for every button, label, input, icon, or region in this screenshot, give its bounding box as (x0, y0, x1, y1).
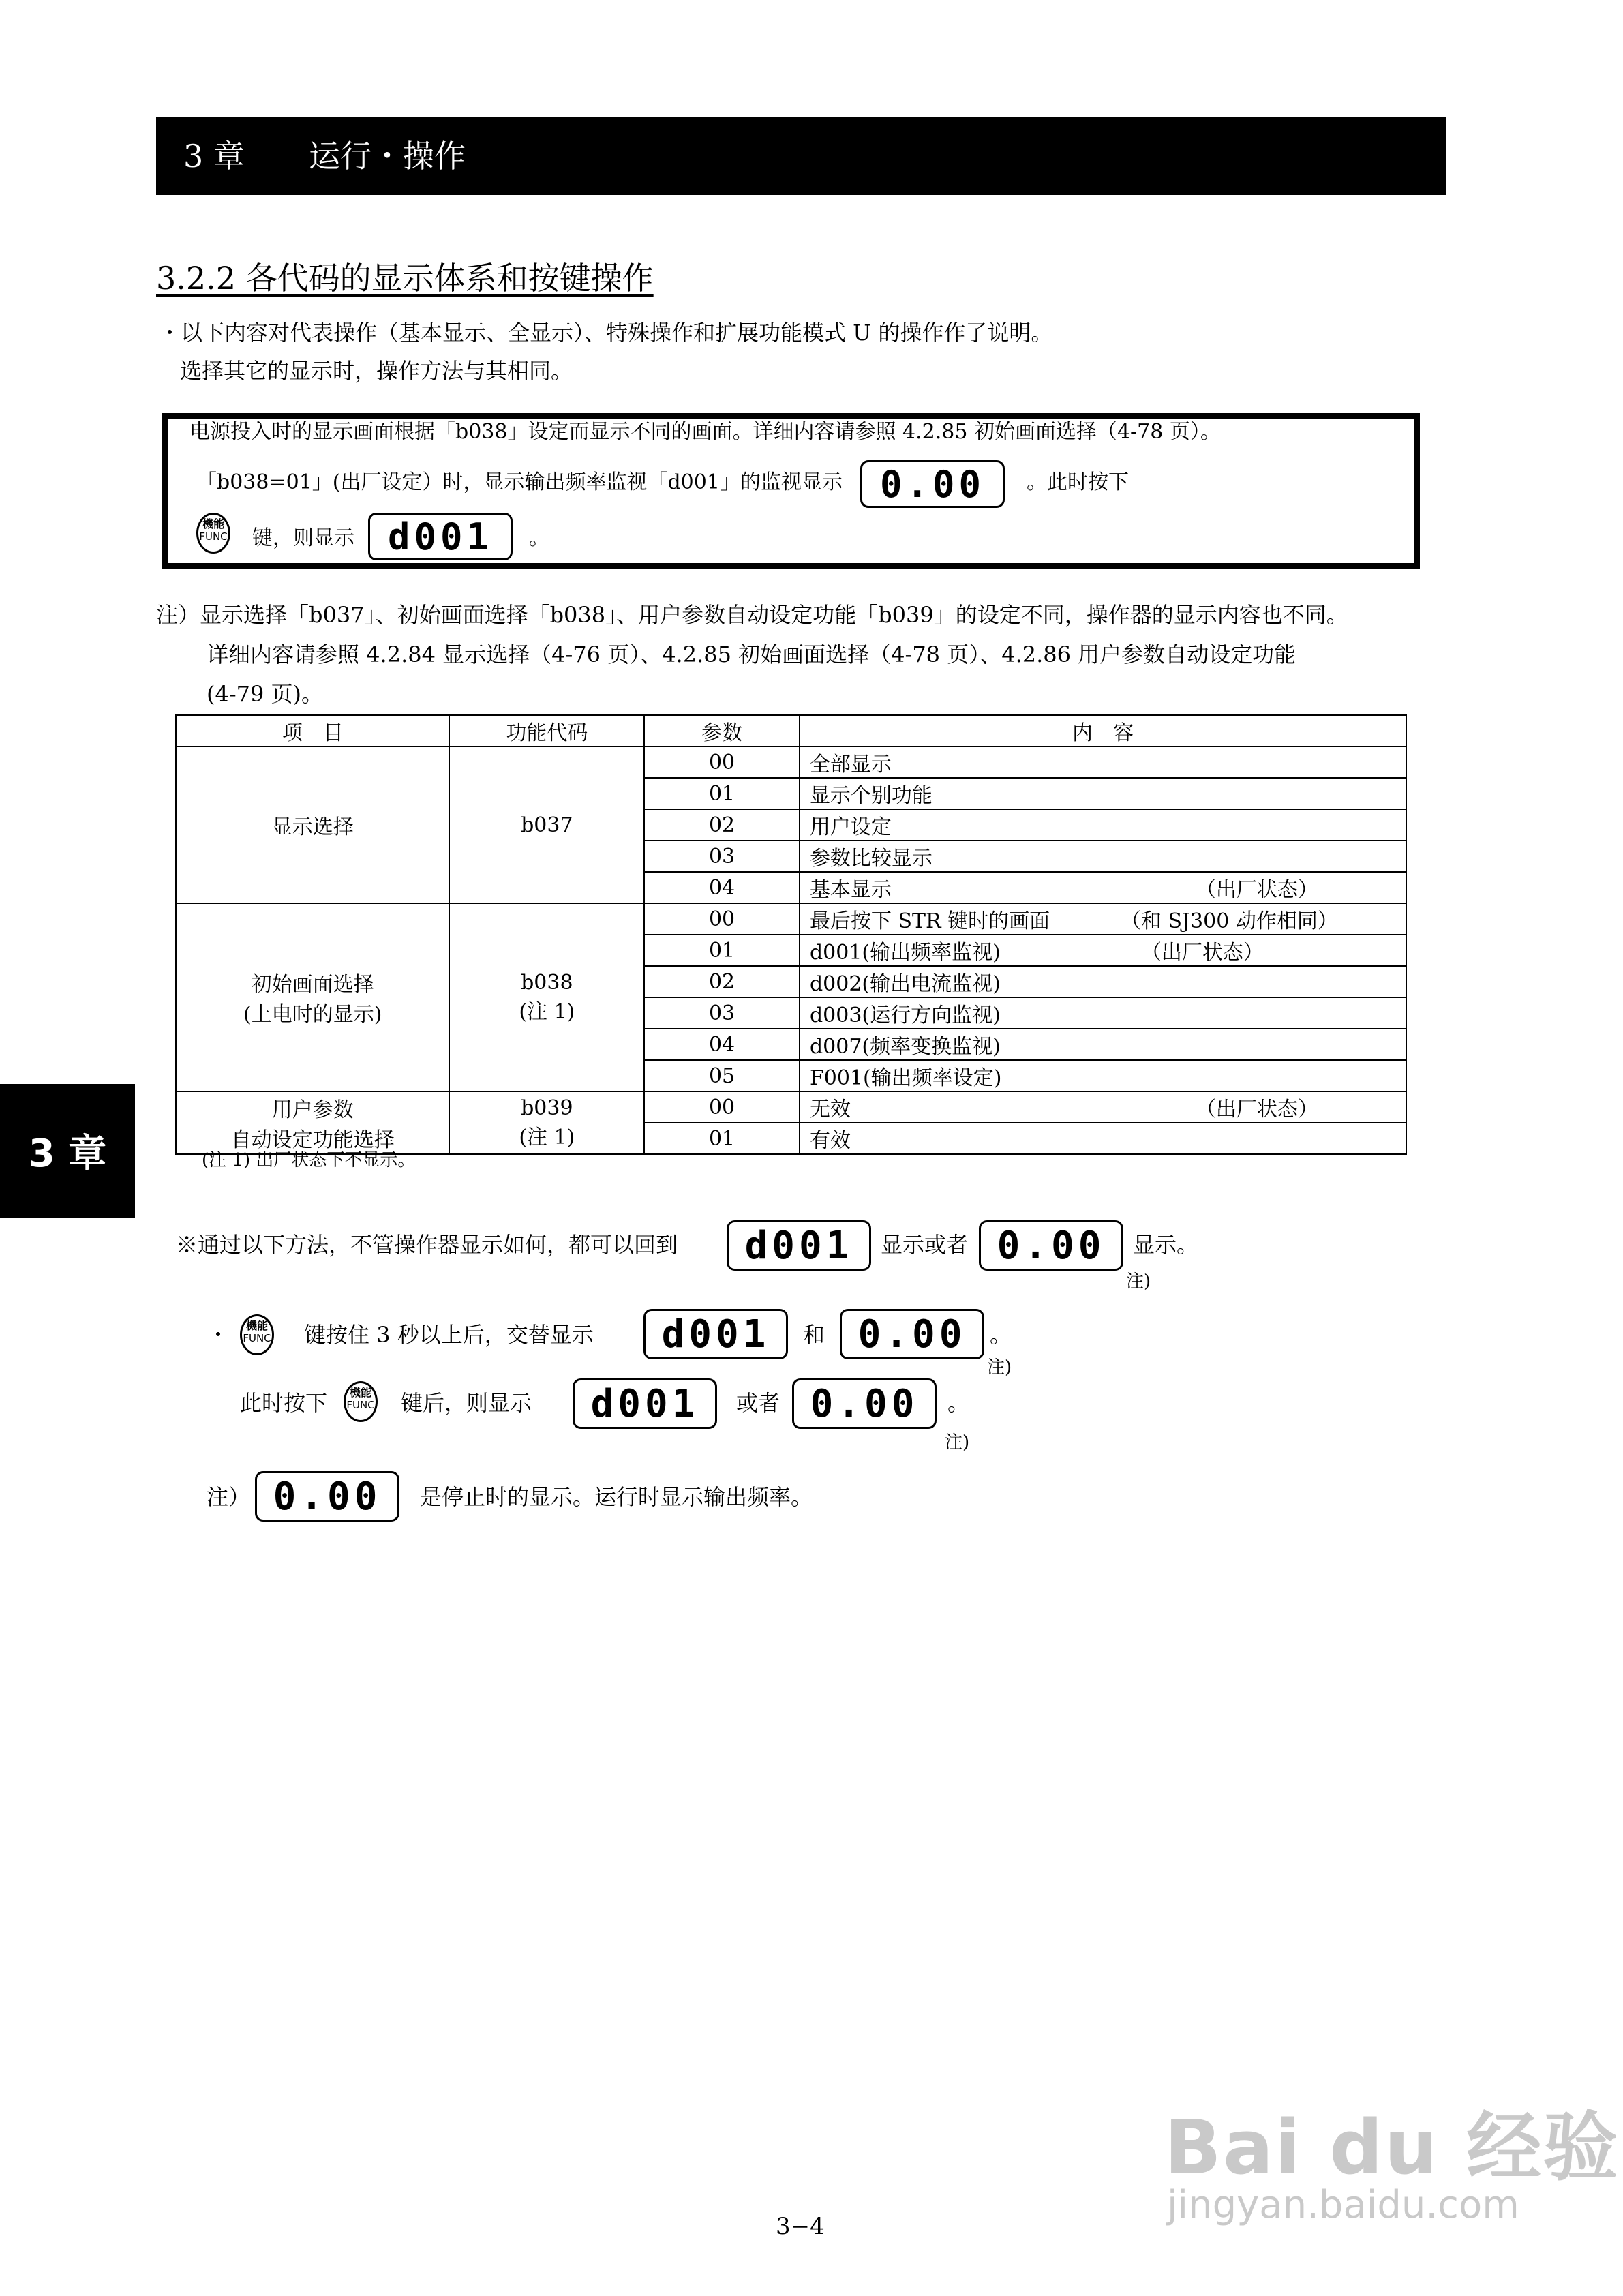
box-line-2-tail: 。此时按下 (1027, 470, 1129, 494)
table-cell-param: 00 (644, 1091, 800, 1123)
table-cell-content (800, 841, 1406, 872)
table-cell-code: b039 (注 1) (449, 1091, 644, 1154)
table-cell-param: 03 (644, 997, 800, 1029)
method-line-3-text: 键后，则显示 (401, 1390, 532, 1416)
table-cell-content (800, 903, 1406, 935)
table-cell-content (800, 1060, 1406, 1091)
lcd-display-d001: d001 (643, 1309, 788, 1359)
table-cell-item: 用户参数 自动设定功能选择 (176, 1091, 449, 1154)
table-cell-param: 00 (644, 746, 800, 778)
table-cell-content (800, 1091, 1406, 1123)
func-key-icon (196, 513, 230, 554)
table-header-row (176, 715, 1406, 746)
func-key-bottom-label: FUNC (199, 530, 228, 543)
note-mark: 注) (987, 1357, 1012, 1378)
chapter-title: 运行・操作 (309, 138, 466, 175)
content-text: 有效 (809, 1129, 851, 1153)
func-key-top-label: 機能 (349, 1386, 371, 1399)
table-cell-content (800, 966, 1406, 997)
content-note: （出厂状态） (1195, 878, 1318, 902)
content-note: （出厂状态） (1195, 1098, 1318, 1121)
content-text: d002(输出电流监视) (809, 972, 1001, 996)
table-cell-param: 02 (644, 809, 800, 841)
table-cell-param: 05 (644, 1060, 800, 1091)
lcd-display-d001: d001 (368, 513, 513, 560)
intro-line-1: ・以下内容对代表操作（基本显示、全显示）、特殊操作和扩展功能模式 U 的操作作了说明。 (159, 320, 1053, 346)
table-cell-code: b037 (449, 746, 644, 903)
header-item: 项 目 (176, 715, 449, 746)
box-line-1: 电源投入时的显示画面根据「b038」设定而显示不同的画面。详细内容请参照 4.2.85 初始画面选择（4-78 页）。 (189, 420, 1221, 444)
func-key-bottom-label: FUNC (346, 1399, 375, 1411)
table-cell-code: b038 (注 1) (449, 903, 644, 1091)
intro-line-2: 选择其它的显示时，操作方法与其相同。 (180, 358, 573, 384)
table-cell-param: 02 (644, 966, 800, 997)
method-line-1-pre: ※通过以下方法，不管操作器显示如何，都可以回到 (176, 1232, 678, 1258)
table-cell-param: 01 (644, 1123, 800, 1154)
table-cell-content (800, 997, 1406, 1029)
chapter-header-bar (156, 117, 1446, 195)
table-cell-param: 04 (644, 872, 800, 903)
func-key-icon (240, 1314, 274, 1355)
lcd-display-d001: d001 (573, 1378, 717, 1429)
lcd-display-zero: 0.00 (979, 1220, 1123, 1271)
table-cell-param: 00 (644, 903, 800, 935)
table-row (176, 903, 1406, 935)
table-cell-content (800, 809, 1406, 841)
watermark-brand: Bai du 经验 (1164, 2104, 1620, 2191)
content-note: （和 SJ300 动作相同） (1120, 909, 1338, 933)
note-main-line-2: 详细内容请参照 4.2.84 显示选择（4-76 页）、4.2.85 初始画面选择（4-78 页）、4.2.86 用户参数自动设定功能 (207, 641, 1296, 667)
table-cell-param: 03 (644, 841, 800, 872)
method-line-1-tail: 显示。 (1133, 1232, 1199, 1258)
header-content: 内 容 (800, 715, 1406, 746)
content-text: 最后按下 STR 键时的画面 (809, 909, 1050, 933)
header-code: 功能代码 (449, 715, 644, 746)
content-text: 基本显示 (809, 878, 892, 902)
method-line-3-pre: 此时按下 (240, 1390, 328, 1416)
note-main-line-1: 注）显示选择「b037」、初始画面选择「b038」、用户参数自动设定功能「b039」的设定不同，操作器的显示内容也不同。 (156, 602, 1348, 628)
method-line-2-text: 键按住 3 秒以上后，交替显示 (304, 1322, 594, 1348)
content-text: 无效 (809, 1098, 851, 1121)
note-main-line-3: (4-79 页)。 (207, 681, 324, 707)
box-line-3-key: 键，则显示 (252, 526, 354, 550)
section-title: 3.2.2 各代码的显示体系和按键操作 (156, 260, 654, 297)
content-text: 全部显示 (809, 753, 892, 776)
method-line-3-or: 或者 (736, 1390, 780, 1416)
note-mark: 注) (945, 1432, 970, 1453)
content-text: d003(运行方向监视) (809, 1003, 1001, 1027)
lcd-display-zero: 0.00 (860, 460, 1005, 508)
method-line-3-tail: 。 (947, 1390, 970, 1416)
table-cell-param: 01 (644, 778, 800, 809)
table-cell-content (800, 778, 1406, 809)
page-number: 3−4 (776, 2213, 825, 2240)
func-key-bottom-label: FUNC (243, 1332, 271, 1344)
table-cell-content (800, 872, 1406, 903)
table-footnote: (注 1) 出厂状态下不显示。 (202, 1150, 416, 1170)
box-line-2: 「b038=01」(出厂设定）时，显示输出频率监视「d001」的监视显示 (196, 470, 843, 494)
content-text: d007(频率变换监视) (809, 1035, 1001, 1059)
func-key-icon (344, 1381, 378, 1422)
content-text: 参数比较显示 (809, 847, 932, 871)
content-text: 显示个别功能 (809, 784, 932, 808)
watermark-url: jingyan.baidu.com (1167, 2183, 1519, 2227)
table-cell-param: 04 (644, 1029, 800, 1060)
table-row (176, 746, 1406, 778)
table-cell-param: 01 (644, 935, 800, 966)
table-cell-content (800, 935, 1406, 966)
table-cell-item: 初始画面选择 (上电时的显示) (176, 903, 449, 1091)
content-text: d001(输出频率监视) (809, 941, 1001, 965)
table-cell-item: 显示选择 (176, 746, 449, 903)
display-settings-table (175, 714, 1407, 1155)
table-cell-content (800, 746, 1406, 778)
method-line-2-tail: 。 (990, 1322, 1012, 1348)
lcd-display-zero: 0.00 (792, 1378, 937, 1429)
lcd-display-zero: 0.00 (840, 1309, 984, 1359)
table-cell-content (800, 1029, 1406, 1060)
lcd-display-d001: d001 (727, 1220, 871, 1271)
note-mark: 注) (1126, 1271, 1151, 1292)
final-note-text: 是停止时的显示。运行时显示输出频率。 (420, 1484, 813, 1510)
method-line-1-mid: 显示或者 (881, 1232, 969, 1258)
header-param: 参数 (644, 715, 800, 746)
content-text: F001(输出频率设定) (809, 1066, 1002, 1090)
chapter-side-tab: 3 章 (0, 1084, 135, 1218)
chapter-label: 3 章 (183, 138, 245, 175)
method-bullet: ・ (207, 1322, 230, 1348)
func-key-top-label: 機能 (202, 517, 224, 530)
func-key-top-label: 機能 (245, 1319, 268, 1332)
final-note-pre: 注） (207, 1484, 251, 1510)
table-row (176, 1091, 1406, 1123)
lcd-display-zero: 0.00 (255, 1471, 399, 1522)
content-text: 用户设定 (809, 815, 892, 839)
content-note: （出厂状态） (1140, 941, 1264, 965)
method-line-2-and: 和 (803, 1322, 825, 1348)
box-line-3-tail: 。 (529, 526, 549, 550)
table-cell-content (800, 1123, 1406, 1154)
